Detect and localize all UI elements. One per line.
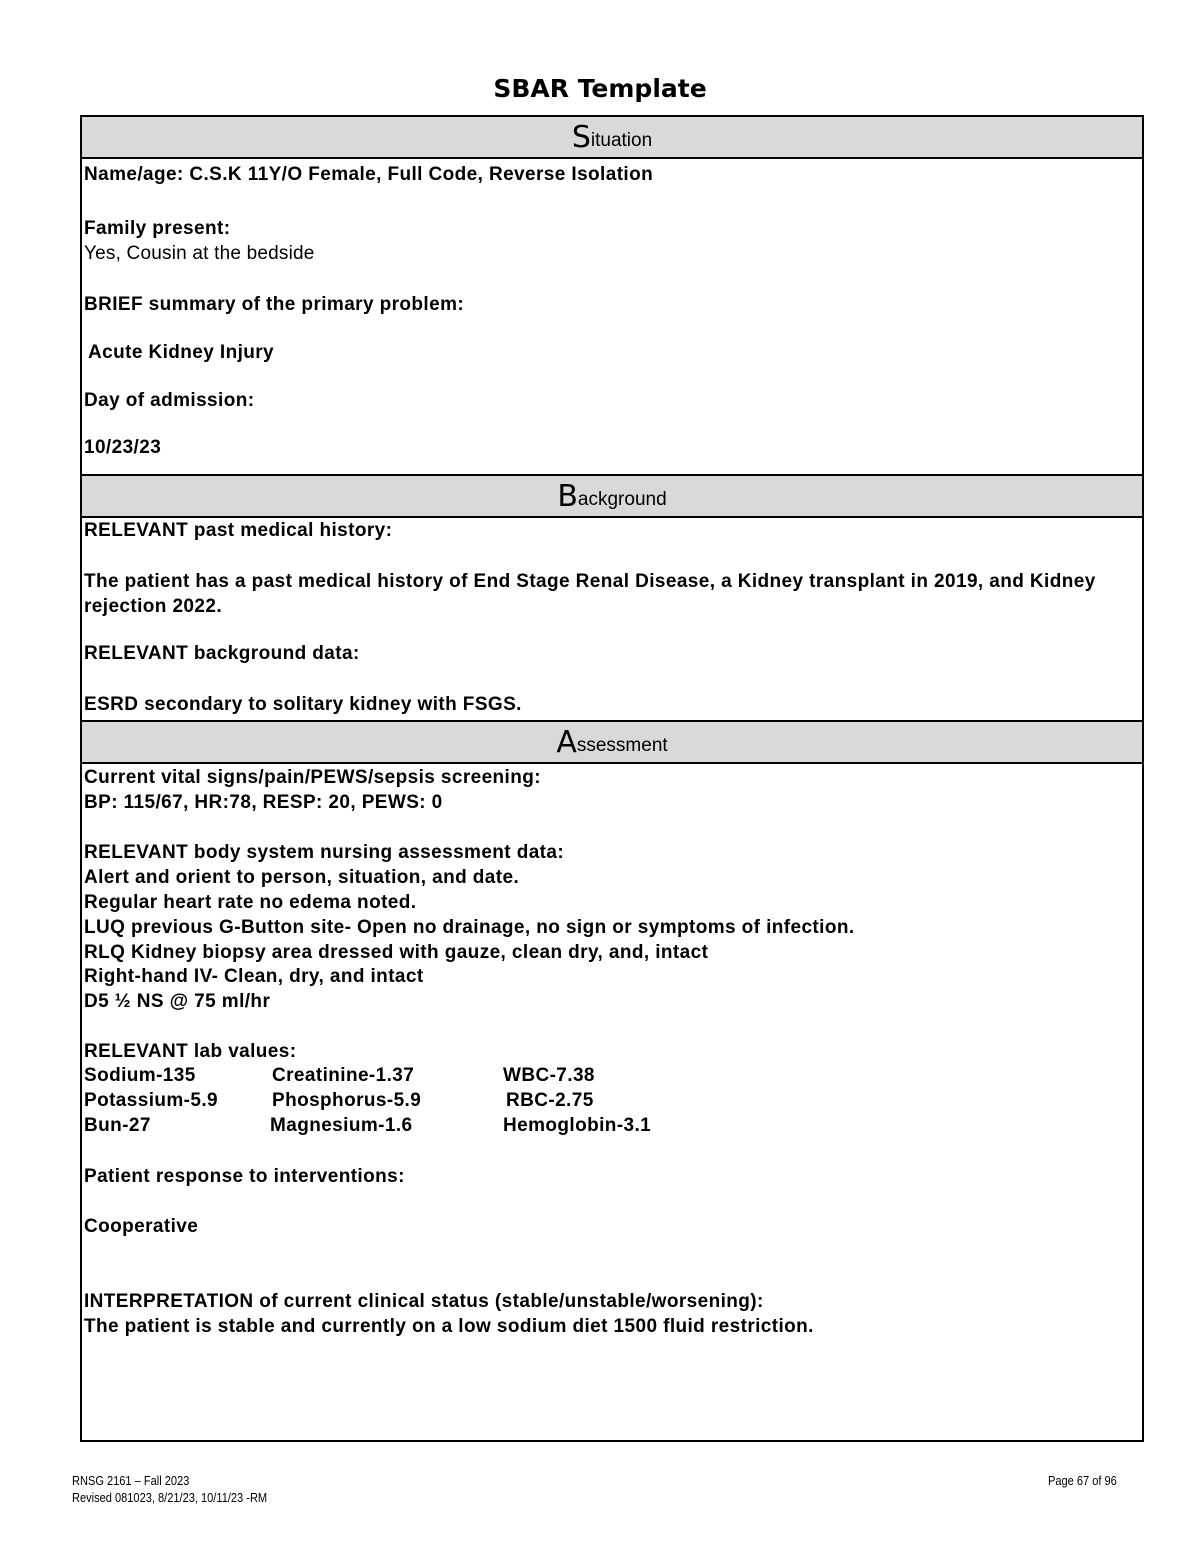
background-data-label: RELEVANT background data:: [84, 643, 360, 664]
history-value: The patient has a past medical history of End Stage Renal Disease, a Kidney transplant in 2019, and Kidney rejection 2022.: [84, 571, 1096, 617]
footer-revised: Revised 081023, 8/21/23, 10/11/23 -RM: [72, 1490, 268, 1505]
admission-label: Day of admission:: [84, 390, 255, 411]
response-value: Cooperative: [84, 1216, 199, 1237]
background-data-value: ESRD secondary to solitary kidney with FSGS.: [84, 694, 522, 715]
nursing-line: Right-hand IV- Clean, dry, and intact: [84, 966, 424, 987]
background-header-rest: ackground: [577, 489, 667, 510]
lab-value: Hemoglobin-3.1: [503, 1115, 652, 1136]
interpretation-value: The patient is stable and currently on a low sodium diet 1500 fluid restriction.: [84, 1316, 814, 1337]
nursing-label: RELEVANT body system nursing assessment data:: [84, 842, 565, 863]
labs-label: RELEVANT lab values:: [84, 1041, 297, 1062]
sbar-table: [80, 115, 1144, 1442]
history-label: RELEVANT past medical history:: [84, 520, 393, 541]
admission-value: 10/23/23: [84, 437, 162, 458]
nursing-line: LUQ previous G-Button site- Open no drainage, no sign or symptoms of infection.: [84, 917, 855, 938]
summary-value: Acute Kidney Injury: [88, 342, 275, 363]
vitals-value: BP: 115/67, HR:78, RESP: 20, PEWS: 0: [84, 792, 443, 813]
lab-value: Sodium-135: [84, 1065, 196, 1086]
nursing-line: RLQ Kidney biopsy area dressed with gauze, clean dry, and, intact: [84, 942, 709, 963]
interpretation-label: INTERPRETATION of current clinical status (stable/unstable/worsening):: [84, 1291, 764, 1312]
situation-header-cap: S: [571, 120, 591, 155]
lab-value: Phosphorus-5.9: [272, 1090, 422, 1111]
summary-label: BRIEF summary of the primary problem:: [84, 294, 465, 315]
footer-course: RNSG 2161 – Fall 2023: [72, 1473, 190, 1488]
response-label: Patient response to interventions:: [84, 1166, 405, 1187]
situation-header-rest: ituation: [590, 130, 653, 151]
document-title: SBAR Template: [493, 74, 707, 103]
lab-value: Magnesium-1.6: [270, 1115, 413, 1136]
lab-value: Potassium-5.9: [84, 1090, 219, 1111]
family-label: Family present:: [84, 218, 231, 239]
assessment-header-rest: ssessment: [576, 735, 668, 756]
nursing-line: Regular heart rate no edema noted.: [84, 892, 417, 913]
footer-left: [72, 1472, 267, 1506]
footer-page: Page 67 of 96: [1048, 1473, 1117, 1488]
family-value: Yes, Cousin at the bedside: [84, 243, 315, 264]
background-header-cap: B: [557, 479, 578, 514]
lab-value: Bun-27: [84, 1115, 151, 1136]
nursing-line: Alert and orient to person, situation, and date.: [84, 867, 520, 888]
lab-value: WBC-7.38: [503, 1065, 595, 1086]
lab-value: RBC-2.75: [506, 1090, 594, 1111]
nursing-line: D5 ½ NS @ 75 ml/hr: [84, 991, 271, 1012]
background-header: [82, 474, 1142, 518]
situation-header: [82, 117, 1142, 159]
lab-value: Creatinine-1.37: [272, 1065, 415, 1086]
name-age: Name/age: C.S.K 11Y/O Female, Full Code, Reverse Isolation: [84, 164, 654, 185]
vitals-label: Current vital signs/pain/PEWS/sepsis screening:: [84, 767, 541, 788]
assessment-header: [82, 720, 1142, 764]
assessment-header-cap: A: [556, 725, 577, 760]
